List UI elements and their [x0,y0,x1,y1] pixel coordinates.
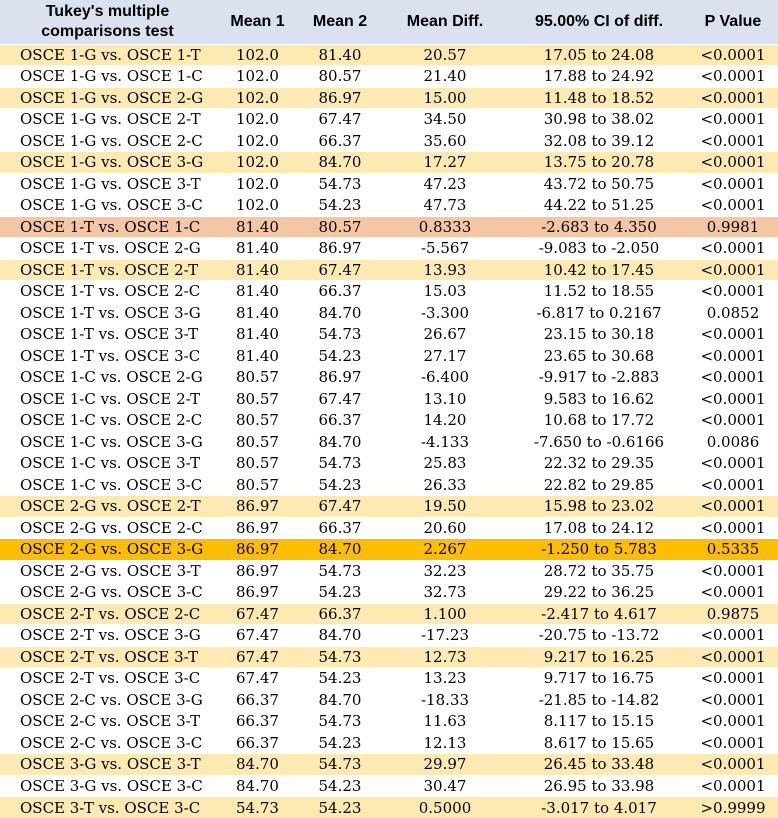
cell-mean-diff: -17.23 [380,625,510,647]
cell-comparison: OSCE 2-C vs. OSCE 3-G [0,689,215,711]
cell-mean2: 67.47 [300,109,380,131]
cell-p-value: <0.0001 [688,560,778,582]
cell-comparison: OSCE 2-G vs. OSCE 2-T [0,496,215,518]
cell-ci: 28.72 to 35.75 [510,560,688,582]
cell-ci: -9.917 to -2.883 [510,367,688,389]
table-row [0,689,778,711]
cell-p-value: <0.0001 [688,152,778,174]
cell-mean2: 84.70 [300,539,380,561]
cell-mean2: 66.37 [300,603,380,625]
cell-mean1: 102.0 [215,44,300,66]
cell-mean1: 102.0 [215,109,300,131]
cell-comparison: OSCE 2-T vs. OSCE 3-C [0,668,215,690]
cell-ci: -20.75 to -13.72 [510,625,688,647]
cell-p-value: <0.0001 [688,496,778,518]
cell-comparison: OSCE 1-G vs. OSCE 3-G [0,152,215,174]
cell-p-value: <0.0001 [688,453,778,475]
table-row [0,195,778,217]
cell-ci: -3.017 to 4.017 [510,797,688,818]
cell-ci: 44.22 to 51.25 [510,195,688,217]
cell-ci: 17.88 to 24.92 [510,66,688,88]
cell-mean1: 80.57 [215,474,300,496]
table-row [0,539,778,561]
cell-mean-diff: 13.10 [380,388,510,410]
cell-comparison: OSCE 2-C vs. OSCE 3-T [0,711,215,733]
cell-mean2: 67.47 [300,496,380,518]
cell-ci: 17.08 to 24.12 [510,517,688,539]
cell-p-value: <0.0001 [688,754,778,776]
cell-comparison: OSCE 2-G vs. OSCE 3-G [0,539,215,561]
table-row [0,87,778,109]
cell-mean2: 54.73 [300,646,380,668]
cell-mean1: 86.97 [215,582,300,604]
cell-mean-diff: -4.133 [380,431,510,453]
table-row [0,797,778,818]
cell-mean-diff: 2.267 [380,539,510,561]
cell-mean-diff: 0.5000 [380,797,510,818]
table-header [0,0,778,44]
cell-p-value: 0.0852 [688,302,778,324]
table-row [0,388,778,410]
cell-ci: 8.617 to 15.65 [510,732,688,754]
cell-mean-diff: 47.73 [380,195,510,217]
cell-mean2: 54.73 [300,754,380,776]
cell-mean2: 54.73 [300,453,380,475]
table-row [0,775,778,797]
header-p-value: P Value [688,0,778,44]
cell-ci: 11.48 to 18.52 [510,87,688,109]
cell-mean1: 81.40 [215,345,300,367]
cell-ci: -21.85 to -14.82 [510,689,688,711]
cell-mean2: 54.73 [300,560,380,582]
table-row [0,345,778,367]
cell-mean1: 54.73 [215,797,300,818]
cell-ci: 9.717 to 16.75 [510,668,688,690]
cell-ci: -6.817 to 0.2167 [510,302,688,324]
table-row [0,238,778,260]
cell-comparison: OSCE 1-G vs. OSCE 2-C [0,130,215,152]
table-row [0,711,778,733]
cell-mean-diff: 13.93 [380,259,510,281]
cell-p-value: <0.0001 [688,582,778,604]
cell-ci: 9.583 to 16.62 [510,388,688,410]
cell-mean2: 86.97 [300,238,380,260]
cell-mean1: 80.57 [215,431,300,453]
cell-p-value: <0.0001 [688,44,778,66]
cell-ci: 32.08 to 39.12 [510,130,688,152]
cell-mean2: 54.23 [300,797,380,818]
table-row [0,302,778,324]
header-row [0,0,778,44]
cell-p-value: <0.0001 [688,87,778,109]
cell-ci: 26.45 to 33.48 [510,754,688,776]
cell-mean-diff: 14.20 [380,410,510,432]
cell-mean-diff: 20.57 [380,44,510,66]
cell-ci: -7.650 to -0.6166 [510,431,688,453]
cell-mean1: 66.37 [215,711,300,733]
cell-comparison: OSCE 1-G vs. OSCE 1-T [0,44,215,66]
cell-mean2: 54.23 [300,775,380,797]
cell-mean1: 86.97 [215,517,300,539]
table-row [0,496,778,518]
cell-comparison: OSCE 2-G vs. OSCE 2-C [0,517,215,539]
cell-ci: -2.417 to 4.617 [510,603,688,625]
cell-mean2: 66.37 [300,130,380,152]
cell-mean2: 84.70 [300,302,380,324]
cell-mean1: 86.97 [215,539,300,561]
table-row [0,152,778,174]
cell-p-value: 0.9875 [688,603,778,625]
cell-comparison: OSCE 2-G vs. OSCE 3-T [0,560,215,582]
cell-mean1: 67.47 [215,625,300,647]
cell-mean2: 54.23 [300,345,380,367]
cell-mean-diff: 12.13 [380,732,510,754]
table-row [0,130,778,152]
cell-comparison: OSCE 1-G vs. OSCE 1-C [0,66,215,88]
cell-mean1: 80.57 [215,367,300,389]
cell-p-value: <0.0001 [688,66,778,88]
cell-comparison: OSCE 1-T vs. OSCE 3-C [0,345,215,367]
table-row [0,560,778,582]
cell-comparison: OSCE 2-G vs. OSCE 3-C [0,582,215,604]
table-row [0,216,778,238]
cell-mean1: 80.57 [215,388,300,410]
cell-comparison: OSCE 1-C vs. OSCE 2-T [0,388,215,410]
cell-ci: 10.68 to 17.72 [510,410,688,432]
cell-mean-diff: 13.23 [380,668,510,690]
cell-comparison: OSCE 1-C vs. OSCE 2-C [0,410,215,432]
cell-comparison: OSCE 1-C vs. OSCE 3-G [0,431,215,453]
cell-ci: -2.683 to 4.350 [510,216,688,238]
cell-comparison: OSCE 1-T vs. OSCE 2-T [0,259,215,281]
cell-mean1: 81.40 [215,302,300,324]
cell-p-value: <0.0001 [688,668,778,690]
cell-p-value: <0.0001 [688,625,778,647]
cell-p-value: <0.0001 [688,130,778,152]
cell-mean2: 54.23 [300,474,380,496]
cell-mean2: 86.97 [300,87,380,109]
cell-p-value: 0.9981 [688,216,778,238]
cell-comparison: OSCE 1-T vs. OSCE 2-G [0,238,215,260]
cell-p-value: <0.0001 [688,345,778,367]
cell-p-value: 0.0086 [688,431,778,453]
cell-ci: 11.52 to 18.55 [510,281,688,303]
header-mean-diff: Mean Diff. [380,0,510,44]
cell-mean-diff: 35.60 [380,130,510,152]
cell-mean2: 54.73 [300,173,380,195]
cell-mean2: 54.23 [300,582,380,604]
cell-p-value: <0.0001 [688,259,778,281]
cell-mean2: 67.47 [300,388,380,410]
cell-ci: 13.75 to 20.78 [510,152,688,174]
cell-mean-diff: 17.27 [380,152,510,174]
cell-mean-diff: 29.97 [380,754,510,776]
cell-comparison: OSCE 1-T vs. OSCE 3-G [0,302,215,324]
cell-ci: 22.32 to 29.35 [510,453,688,475]
cell-mean-diff: 11.63 [380,711,510,733]
cell-p-value: <0.0001 [688,324,778,346]
cell-p-value: <0.0001 [688,689,778,711]
table-row [0,732,778,754]
cell-mean-diff: 1.100 [380,603,510,625]
table-row [0,754,778,776]
cell-mean2: 66.37 [300,281,380,303]
header-comparison: Tukey's multiple comparisons test [0,0,215,44]
cell-mean-diff: 27.17 [380,345,510,367]
cell-mean1: 102.0 [215,173,300,195]
cell-comparison: OSCE 1-T vs. OSCE 1-C [0,216,215,238]
cell-comparison: OSCE 2-T vs. OSCE 3-G [0,625,215,647]
cell-mean2: 67.47 [300,259,380,281]
cell-mean1: 102.0 [215,152,300,174]
cell-ci: -1.250 to 5.783 [510,539,688,561]
cell-mean2: 54.73 [300,324,380,346]
table-row [0,474,778,496]
cell-comparison: OSCE 3-G vs. OSCE 3-C [0,775,215,797]
cell-ci: 26.95 to 33.98 [510,775,688,797]
cell-p-value: <0.0001 [688,517,778,539]
table-row [0,109,778,131]
table-row [0,603,778,625]
cell-mean2: 80.57 [300,216,380,238]
cell-p-value: <0.0001 [688,195,778,217]
cell-ci: -9.083 to -2.050 [510,238,688,260]
cell-mean2: 54.73 [300,711,380,733]
cell-ci: 23.15 to 30.18 [510,324,688,346]
cell-mean2: 66.37 [300,517,380,539]
cell-mean1: 84.70 [215,754,300,776]
cell-mean1: 67.47 [215,646,300,668]
cell-mean1: 86.97 [215,560,300,582]
cell-mean2: 54.23 [300,195,380,217]
cell-mean1: 67.47 [215,603,300,625]
cell-mean-diff: 32.73 [380,582,510,604]
table-row [0,281,778,303]
table-row [0,66,778,88]
cell-mean-diff: -6.400 [380,367,510,389]
cell-mean1: 66.37 [215,689,300,711]
cell-ci: 22.82 to 29.85 [510,474,688,496]
cell-mean1: 102.0 [215,87,300,109]
table-row [0,582,778,604]
cell-p-value: >0.9999 [688,797,778,818]
cell-mean-diff: 34.50 [380,109,510,131]
cell-mean-diff: 0.8333 [380,216,510,238]
cell-mean-diff: 25.83 [380,453,510,475]
table-row [0,453,778,475]
cell-mean1: 86.97 [215,496,300,518]
cell-mean-diff: 20.60 [380,517,510,539]
cell-mean-diff: 15.03 [380,281,510,303]
cell-ci: 29.22 to 36.25 [510,582,688,604]
cell-mean2: 84.70 [300,152,380,174]
cell-p-value: <0.0001 [688,109,778,131]
table-row [0,173,778,195]
cell-mean-diff: 26.67 [380,324,510,346]
cell-mean-diff: 26.33 [380,474,510,496]
table-row [0,625,778,647]
cell-mean-diff: 12.73 [380,646,510,668]
header-mean1: Mean 1 [215,0,300,44]
cell-mean-diff: 47.23 [380,173,510,195]
table-row [0,44,778,66]
cell-comparison: OSCE 1-C vs. OSCE 3-T [0,453,215,475]
cell-mean2: 80.57 [300,66,380,88]
cell-mean2: 81.40 [300,44,380,66]
cell-mean2: 84.70 [300,431,380,453]
cell-mean1: 84.70 [215,775,300,797]
table-row [0,410,778,432]
cell-mean1: 67.47 [215,668,300,690]
cell-mean1: 81.40 [215,259,300,281]
cell-mean-diff: 19.50 [380,496,510,518]
cell-mean2: 66.37 [300,410,380,432]
table-row [0,367,778,389]
cell-mean-diff: 21.40 [380,66,510,88]
table-row [0,668,778,690]
table-body [0,44,778,818]
cell-p-value: <0.0001 [688,474,778,496]
cell-p-value: <0.0001 [688,410,778,432]
cell-mean1: 102.0 [215,66,300,88]
cell-comparison: OSCE 1-G vs. OSCE 3-C [0,195,215,217]
cell-mean-diff: 32.23 [380,560,510,582]
cell-mean-diff: 30.47 [380,775,510,797]
cell-comparison: OSCE 1-C vs. OSCE 3-C [0,474,215,496]
cell-comparison: OSCE 1-G vs. OSCE 2-G [0,87,215,109]
cell-comparison: OSCE 3-G vs. OSCE 3-T [0,754,215,776]
header-mean2: Mean 2 [300,0,380,44]
cell-comparison: OSCE 2-C vs. OSCE 3-C [0,732,215,754]
cell-ci: 17.05 to 24.08 [510,44,688,66]
cell-p-value: <0.0001 [688,281,778,303]
cell-ci: 15.98 to 23.02 [510,496,688,518]
cell-comparison: OSCE 1-T vs. OSCE 2-C [0,281,215,303]
cell-mean2: 54.23 [300,668,380,690]
cell-p-value: <0.0001 [688,711,778,733]
cell-p-value: <0.0001 [688,646,778,668]
cell-mean1: 80.57 [215,410,300,432]
cell-mean2: 86.97 [300,367,380,389]
cell-ci: 10.42 to 17.45 [510,259,688,281]
cell-ci: 8.117 to 15.15 [510,711,688,733]
cell-mean2: 54.23 [300,732,380,754]
cell-p-value: <0.0001 [688,732,778,754]
cell-comparison: OSCE 1-G vs. OSCE 3-T [0,173,215,195]
cell-comparison: OSCE 1-C vs. OSCE 2-G [0,367,215,389]
cell-p-value: <0.0001 [688,238,778,260]
cell-p-value: <0.0001 [688,173,778,195]
cell-mean-diff: -5.567 [380,238,510,260]
cell-mean2: 84.70 [300,689,380,711]
cell-mean-diff: 15.00 [380,87,510,109]
cell-comparison: OSCE 1-G vs. OSCE 2-T [0,109,215,131]
cell-p-value: <0.0001 [688,388,778,410]
cell-mean2: 84.70 [300,625,380,647]
cell-mean-diff: -18.33 [380,689,510,711]
cell-comparison: OSCE 1-T vs. OSCE 3-T [0,324,215,346]
table-row [0,517,778,539]
cell-ci: 30.98 to 38.02 [510,109,688,131]
cell-mean1: 81.40 [215,238,300,260]
cell-comparison: OSCE 2-T vs. OSCE 3-T [0,646,215,668]
cell-mean1: 81.40 [215,216,300,238]
cell-mean1: 102.0 [215,195,300,217]
cell-p-value: <0.0001 [688,367,778,389]
table-row [0,646,778,668]
cell-p-value: 0.5335 [688,539,778,561]
cell-mean1: 80.57 [215,453,300,475]
cell-mean1: 81.40 [215,324,300,346]
cell-comparison: OSCE 2-T vs. OSCE 2-C [0,603,215,625]
cell-comparison: OSCE 3-T vs. OSCE 3-C [0,797,215,818]
cell-mean1: 66.37 [215,732,300,754]
cell-mean1: 102.0 [215,130,300,152]
cell-ci: 23.65 to 30.68 [510,345,688,367]
cell-ci: 9.217 to 16.25 [510,646,688,668]
header-ci: 95.00% CI of diff. [510,0,688,44]
cell-mean1: 81.40 [215,281,300,303]
table-row [0,259,778,281]
table-row [0,431,778,453]
cell-p-value: <0.0001 [688,775,778,797]
table-row [0,324,778,346]
cell-mean-diff: -3.300 [380,302,510,324]
cell-ci: 43.72 to 50.75 [510,173,688,195]
